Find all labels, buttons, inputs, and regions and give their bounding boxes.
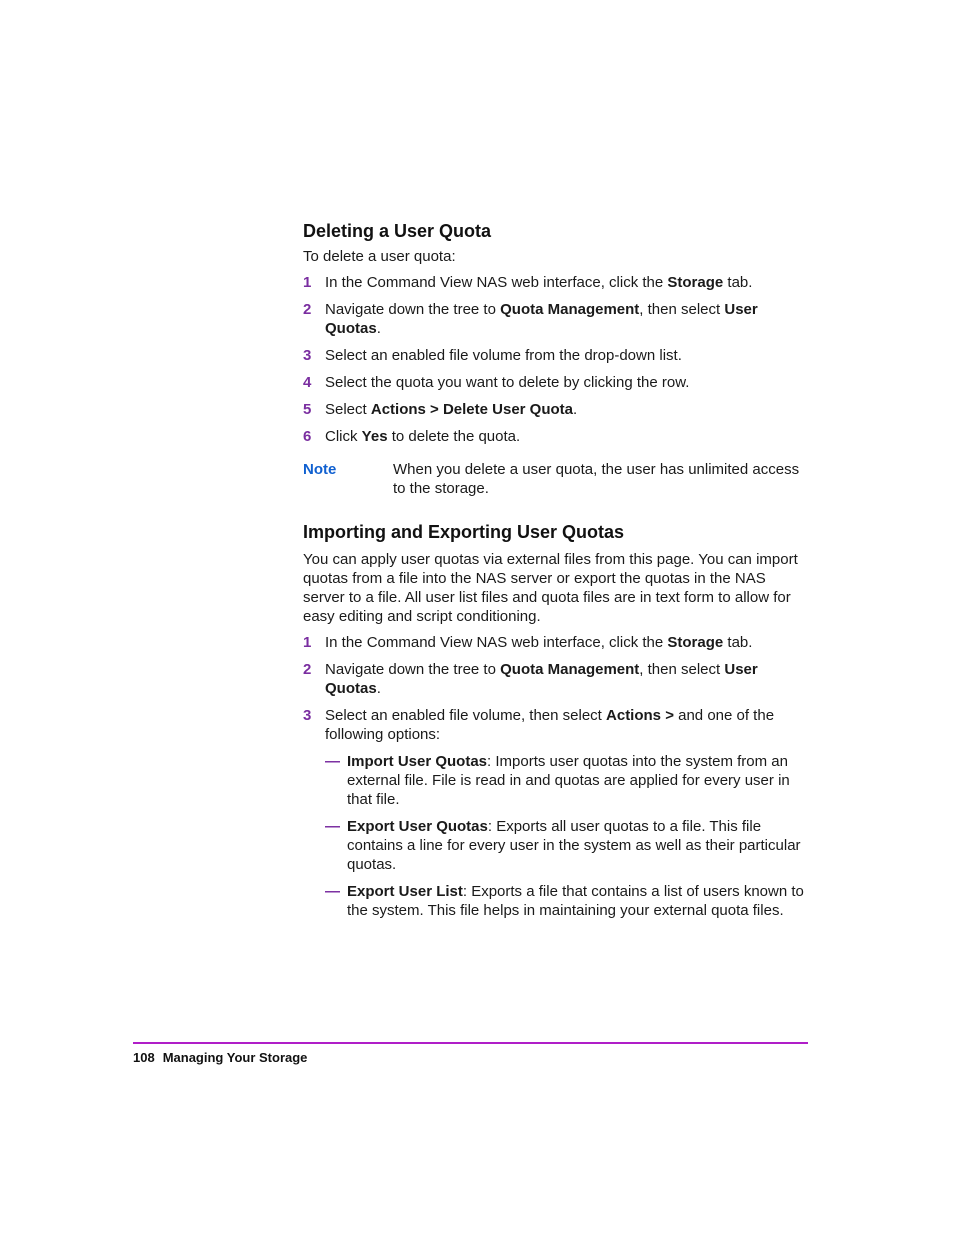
step-number: 2: [303, 661, 312, 678]
step-text: In the Command View NAS web interface, click the: [325, 634, 668, 651]
step-text: Select: [325, 401, 371, 418]
step-text: .: [573, 401, 578, 418]
page-footer: [133, 1049, 307, 1066]
step-text: Select the quota you want to delete by clicking the row.: [325, 374, 690, 391]
step-item: [303, 273, 809, 292]
ui-term: User Quotas: [325, 661, 758, 697]
step-number: 4: [303, 374, 312, 391]
ui-term: Actions >: [606, 707, 674, 724]
option-name: Import User Quotas: [347, 753, 488, 770]
dash-bullet: —: [325, 753, 340, 770]
steps-list-import-export: [303, 633, 809, 920]
option-item: [325, 817, 809, 874]
ui-term: Quota Management: [500, 661, 640, 678]
option-description: : Imports user quotas into the system from an external file. File is read in and quotas are applied for every user in that file.: [347, 753, 790, 808]
section-title-import-export: Importing and Exporting User Quotas: [303, 522, 625, 542]
step-text: Click: [325, 428, 362, 445]
step-text: Select an enabled file volume, then select: [325, 707, 607, 724]
step-text: to delete the quota.: [387, 428, 521, 445]
step-number: 2: [303, 301, 312, 318]
step-number: 3: [303, 347, 312, 364]
step-number: 6: [303, 428, 312, 445]
step-number: 3: [303, 707, 312, 724]
step-text: .: [376, 680, 381, 697]
ui-term: User Quotas: [325, 301, 758, 337]
dash-bullet: —: [325, 818, 340, 835]
step-text: and one of the following options:: [325, 707, 775, 743]
steps-list-delete: [303, 273, 809, 446]
section-intro: To delete a user quota:: [303, 248, 456, 265]
step-text: In the Command View NAS web interface, click the: [325, 274, 668, 291]
ui-term: Yes: [361, 428, 388, 445]
step-text: Select an enabled file volume from the drop-down list.: [325, 347, 682, 364]
step-text: Navigate down the tree to: [325, 661, 501, 678]
page-content: [303, 219, 809, 928]
dash-bullet: —: [325, 883, 340, 900]
step-item: [303, 300, 809, 338]
step-item: [303, 400, 809, 419]
step-text: , then select: [639, 661, 725, 678]
option-description: : Exports all user quotas to a file. This file contains a line for every user in the system as well as their particular quotas.: [347, 818, 801, 873]
section-paragraph: You can apply user quotas via external files from this page. You can import quotas from a file into the NAS server or export the quotas in the NAS server to a file. All user list files and quota files are in text form to allow for easy editing and script conditioning.: [303, 551, 798, 625]
note-callout: [303, 460, 809, 498]
step-number: 5: [303, 401, 312, 418]
step-text: Navigate down the tree to: [325, 301, 501, 318]
footer-rule: [133, 1042, 808, 1044]
option-item: [325, 752, 809, 809]
section-title-deleting: Deleting a User Quota: [303, 221, 492, 241]
step-text: .: [376, 320, 381, 337]
step-item: [303, 660, 809, 698]
note-label: Note: [303, 461, 337, 478]
ui-term: Storage: [667, 634, 724, 651]
option-name: Export User List: [347, 883, 463, 900]
step-text: , then select: [639, 301, 725, 318]
step-item: [303, 373, 809, 392]
page-number: 108: [133, 1050, 155, 1065]
option-item: [325, 882, 809, 920]
option-name: Export User Quotas: [347, 818, 488, 835]
step-number: 1: [303, 274, 312, 291]
option-description: : Exports a file that contains a list of users known to the system. This file helps in maintaining your external quota files.: [347, 883, 804, 919]
note-text: When you delete a user quota, the user has unlimited access to the storage.: [393, 461, 800, 497]
ui-term: Quota Management: [500, 301, 640, 318]
step-item: [303, 706, 809, 920]
step-number: 1: [303, 634, 312, 651]
ui-term: Actions > Delete User Quota: [370, 401, 574, 418]
step-item: [303, 633, 809, 652]
chapter-title: Managing Your Storage: [162, 1050, 308, 1065]
step-item: [303, 427, 809, 446]
options-list: [325, 752, 809, 920]
step-text: tab.: [723, 274, 753, 291]
ui-term: Storage: [667, 274, 724, 291]
step-item: [303, 346, 809, 365]
step-text: tab.: [723, 634, 753, 651]
